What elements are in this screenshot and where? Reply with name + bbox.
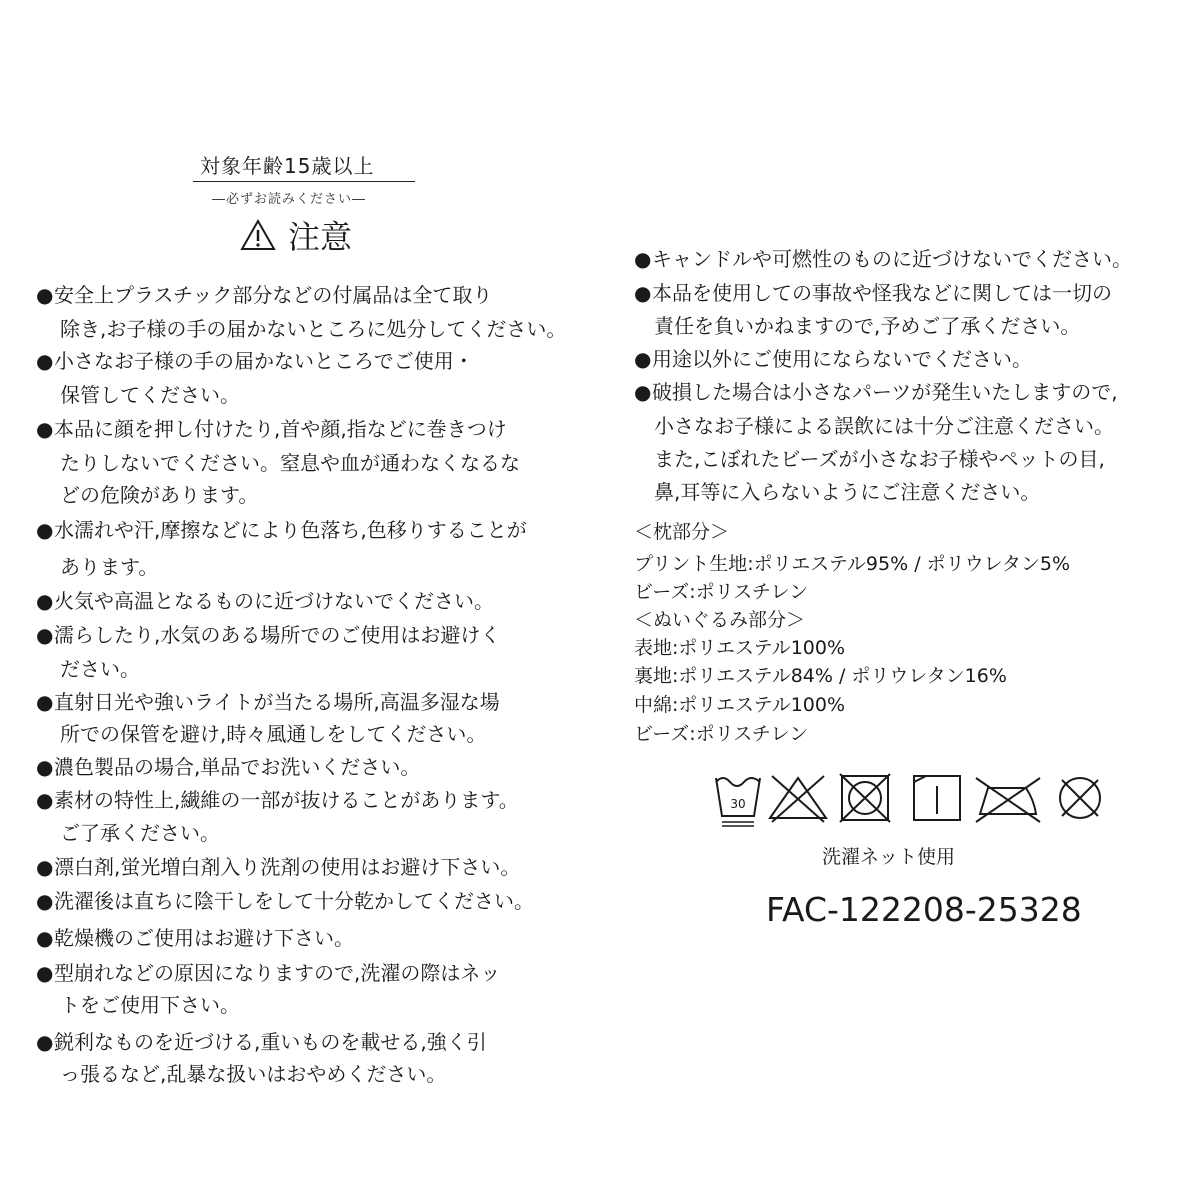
caution-item [36, 623, 500, 647]
material-line: ＜ぬいぐるみ部分＞ [634, 609, 806, 631]
wash-temp: 30 [730, 797, 746, 811]
material-line: ＜枕部分＞ [634, 521, 730, 543]
caution-text: 用途以外にご使用にならないでください。 [652, 347, 1032, 371]
caution-item [36, 755, 420, 779]
caution-item-continued [36, 383, 240, 407]
caution-text: 直射日光や強いライトが当たる場所,高温多湿な場 [54, 690, 500, 714]
material-line: 中綿:ポリエステル100% [634, 694, 846, 716]
caution-item [36, 926, 354, 950]
bullet-icon: ● [36, 961, 54, 985]
bullet-icon: ● [634, 347, 652, 371]
caution-text: 水濡れや汗,摩擦などにより色落ち,色移りすることが [54, 518, 527, 542]
caution-text: っ張るなど,乱暴な扱いはおやめください。 [60, 1062, 447, 1086]
bullet-icon: ● [36, 623, 54, 647]
bullet-icon: ● [634, 247, 652, 271]
caution-item-continued [36, 317, 566, 341]
caution-text: 型崩れなどの原因になりますので,洗濯の際はネッ [54, 961, 501, 985]
caution-text: トをご使用下さい。 [60, 993, 240, 1017]
material-line: プリント生地:ポリエステル95% / ポリウレタン5% [634, 553, 1071, 575]
bullet-icon: ● [634, 281, 652, 305]
material-line: ビーズ:ポリスチレン [634, 581, 809, 603]
caution-item [634, 281, 1112, 305]
caution-text: 保管してください。 [60, 383, 240, 407]
caution-item-continued [36, 722, 486, 746]
caution-item [634, 247, 1132, 271]
caution-item [36, 690, 500, 714]
line-dry-shade-icon [914, 776, 960, 820]
caution-item [36, 349, 474, 373]
no-tumble-dry-icon [840, 774, 890, 822]
caution-item-continued [36, 451, 520, 475]
caution-item-continued [36, 993, 240, 1017]
caution-item [36, 518, 527, 542]
no-iron-icon [976, 778, 1040, 822]
caution-text: ご了承ください。 [60, 821, 220, 845]
caution-item [36, 417, 507, 441]
bullet-icon: ● [634, 380, 652, 404]
caution-item-continued [634, 414, 1114, 438]
no-dry-clean-icon [1060, 778, 1100, 818]
caution-text: 漂白剤,蛍光増白剤入り洗剤の使用はお避け下さい。 [54, 855, 521, 879]
caution-text: 所での保管を避け,時々風通しをしてください。 [60, 722, 487, 746]
caution-text: 鋭利なものを近づける,重いものを載せる,強く引 [54, 1030, 487, 1054]
caution-item [36, 961, 500, 985]
caution-text: ださい。 [60, 657, 140, 681]
caution-item [36, 283, 492, 307]
caution-text: 洗濯後は直ちに陰干しをして十分乾かしてください。 [54, 889, 534, 913]
caution-text: 安全上プラスチック部分などの付属品は全て取り [54, 283, 493, 307]
caution-item-continued [36, 483, 258, 507]
caution-text: 本品に顔を押し付けたり,首や顔,指などに巻きつけ [54, 417, 507, 441]
caution-text: また,こぼれたビーズが小さなお子様やペットの目, [654, 447, 1105, 471]
caution-text: 小さなお子様の手の届かないところでご使用・ [54, 349, 474, 373]
caution-item-continued [36, 821, 220, 845]
caution-item-continued [634, 314, 1080, 338]
caution-item [634, 380, 1118, 404]
bullet-icon: ● [36, 755, 54, 779]
bullet-icon: ● [36, 417, 54, 441]
caution-text: 鼻,耳等に入らないようにご注意ください。 [654, 480, 1041, 504]
caution-text: たりしないでください。窒息や血が通わなくなるな [60, 451, 520, 475]
bullet-icon: ● [36, 889, 54, 913]
caution-text: 除き,お子様の手の届かないところに処分してください。 [60, 317, 567, 341]
caution-text: 本品を使用しての事故や怪我などに関しては一切の [652, 281, 1112, 305]
bullet-icon: ● [36, 518, 54, 542]
caution-item [36, 788, 519, 812]
material-line: ビーズ:ポリスチレン [634, 723, 809, 745]
caution-text: 破損した場合は小さなパーツが発生いたしますので, [652, 380, 1118, 404]
bullet-icon: ● [36, 283, 54, 307]
bullet-icon: ● [36, 926, 54, 950]
caution-item [36, 589, 494, 613]
caution-text: 濃色製品の場合,単品でお洗いください。 [54, 755, 421, 779]
caution-item [36, 1030, 487, 1054]
caution-item-continued [36, 657, 140, 681]
caution-text: あります。 [60, 555, 159, 579]
caution-item-continued [36, 555, 158, 579]
bullet-icon: ● [36, 690, 54, 714]
no-bleach-icon [770, 776, 826, 822]
age-label: 対象年齢15歳以上 [200, 154, 375, 178]
caution-text: 火気や高温となるものに近づけないでください。 [54, 589, 494, 613]
caution-item [634, 347, 1032, 371]
caution-text: 濡らしたり,水気のある場所でのご使用はお避けく [54, 623, 501, 647]
bullet-icon: ● [36, 349, 54, 373]
caution-text: 素材の特性上,繊維の一部が抜けることがあります。 [54, 788, 519, 812]
caution-text: 小さなお子様による誤飲には十分ご注意ください。 [654, 414, 1114, 438]
warning-title: 注意 [288, 218, 353, 256]
caution-item-continued [634, 480, 1040, 504]
caution-text: 責任を負いかねますので,予めご了承ください。 [654, 314, 1081, 338]
caution-item [36, 889, 534, 913]
material-line: 表地:ポリエステル100% [634, 637, 846, 659]
bullet-icon: ● [36, 788, 54, 812]
product-code: FAC-122208-25328 [766, 890, 1082, 929]
warning-triangle-icon [240, 219, 276, 251]
wash-30-icon [716, 778, 760, 826]
care-note: 洗濯ネット使用 [822, 846, 956, 868]
bullet-icon: ● [36, 589, 54, 613]
caution-item-continued [36, 1062, 446, 1086]
material-line: 裏地:ポリエステル84% / ポリウレタン16% [634, 665, 1007, 687]
warning-heading [240, 212, 352, 258]
caution-text: キャンドルや可燃性のものに近づけないでください。 [652, 247, 1132, 271]
caution-text: どの危険があります。 [60, 483, 259, 507]
caution-text: 乾燥機のご使用はお避け下さい。 [54, 926, 354, 950]
caution-item-continued [634, 447, 1105, 471]
age-underline [193, 181, 415, 182]
bullet-icon: ● [36, 1030, 54, 1054]
care-symbols [710, 770, 1110, 830]
bullet-icon: ● [36, 855, 54, 879]
read-note: ―必ずお読みください― [212, 192, 367, 207]
caution-item [36, 855, 520, 879]
